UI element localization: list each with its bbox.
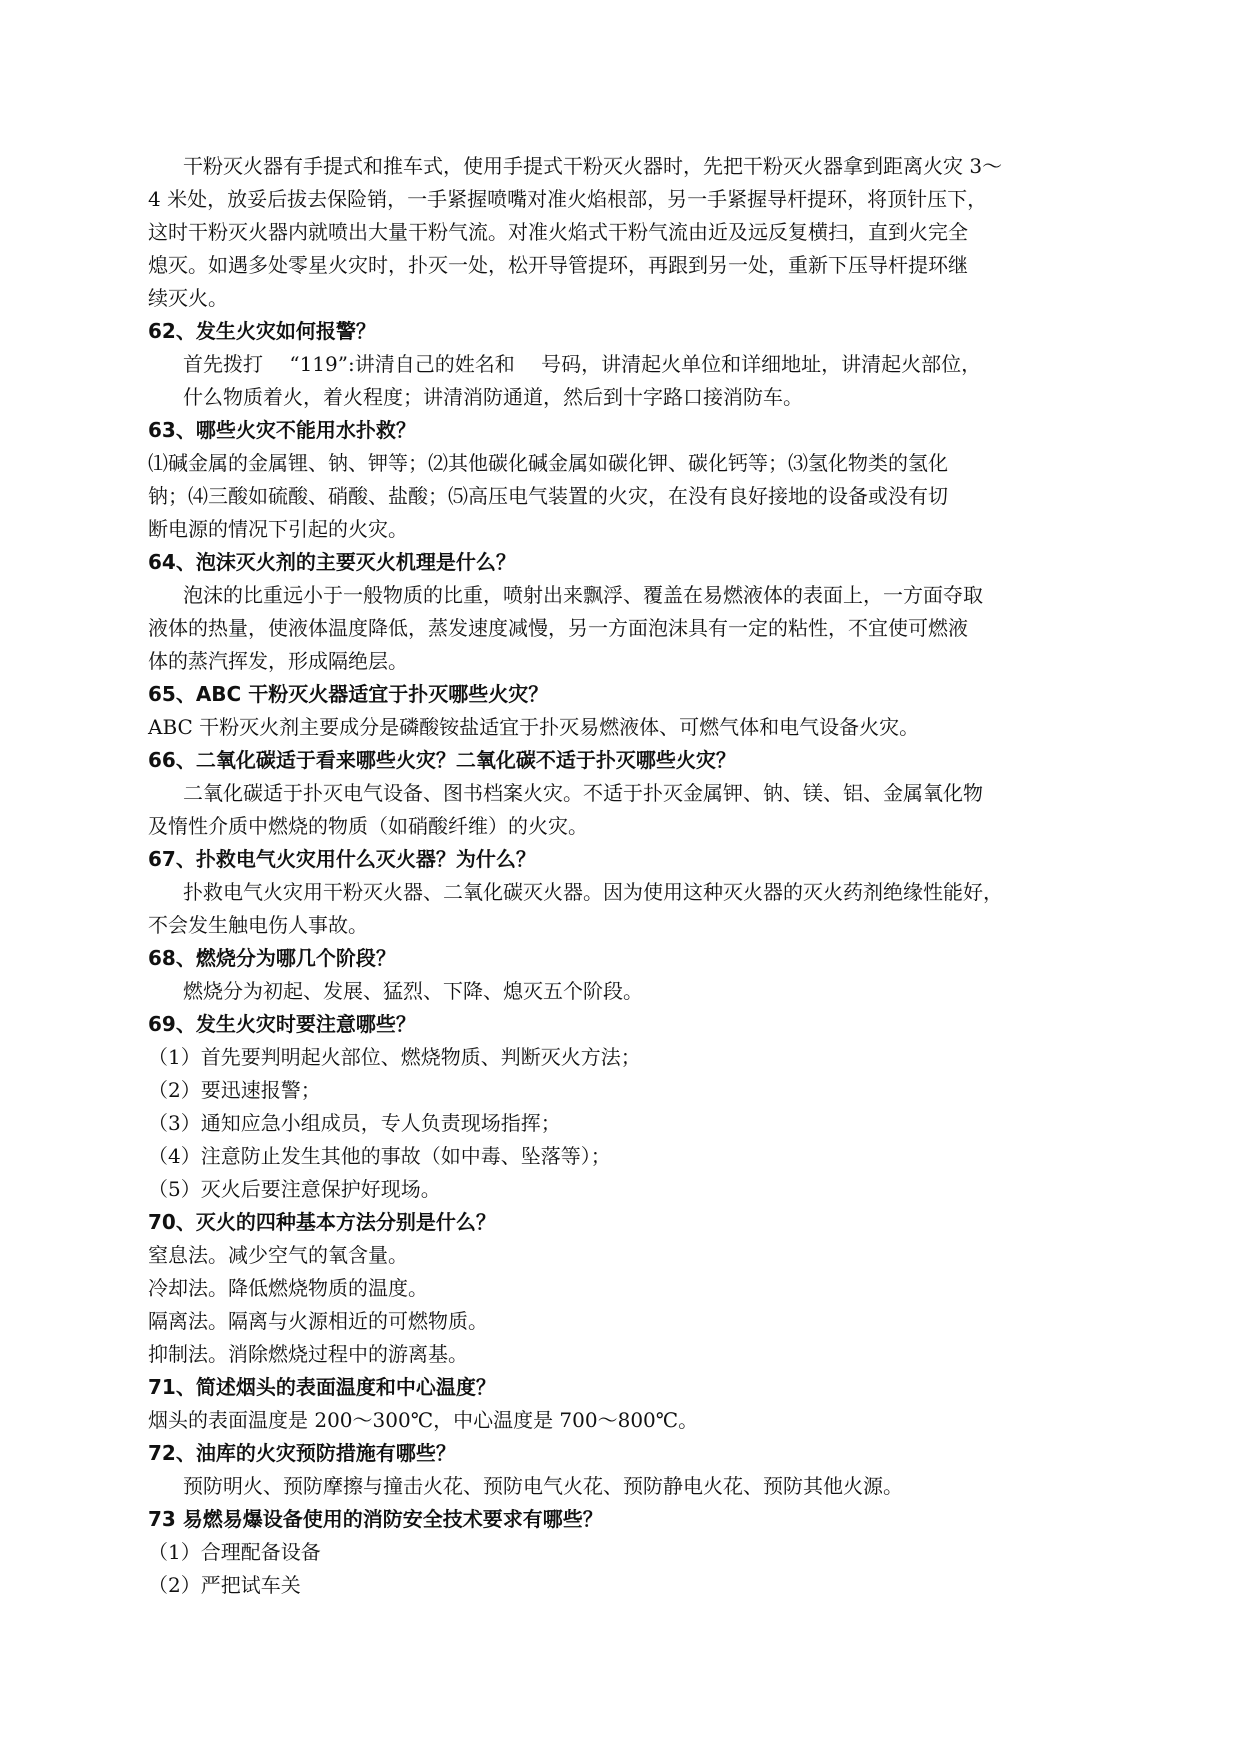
answer-line: 预防明火、预防摩擦与撞击火花、预防电气火花、预防静电火花、预防其他火源。 [183, 1474, 903, 1498]
answer-line: 抑制法。消除燃烧过程中的游离基。 [148, 1342, 468, 1366]
list-item: （1）合理配备设备 [148, 1540, 321, 1564]
answer-line: 隔离法。隔离与火源相近的可燃物质。 [148, 1309, 488, 1333]
answer-line: 断电源的情况下引起的火灾。 [148, 517, 408, 541]
question-heading: 73 易燃易爆设备使用的消防安全技术要求有哪些？ [148, 1507, 603, 1531]
answer-line: 及惰性介质中燃烧的物质（如硝酸纤维）的火灾。 [148, 814, 588, 838]
list-item: （2）严把试车关 [148, 1573, 301, 1597]
list-item: （2）要迅速报警； [148, 1078, 321, 1102]
question-heading: 69、发生火灾时要注意哪些？ [148, 1012, 416, 1036]
answer-line: 冷却法。降低燃烧物质的温度。 [148, 1276, 428, 1300]
question-heading: 64、泡沫灭火剂的主要灭火机理是什么？ [148, 550, 516, 574]
question-heading: 72、油库的火灾预防措施有哪些？ [148, 1441, 456, 1465]
paragraph-line: 熄灭。如遇多处零星火灾时，扑灭一处，松开导管提环，再跟到另一处，重新下压导杆提环继 [148, 253, 968, 277]
question-heading: 65、ABC 干粉灭火器适宜于扑灭哪些火灾？ [148, 682, 549, 706]
list-item: （5）灭火后要注意保护好现场。 [148, 1177, 441, 1201]
answer-line: 泡沫的比重远小于一般物质的比重，喷射出来飘浮、覆盖在易燃液体的表面上，一方面夺取 [183, 583, 983, 607]
answer-line: 什么物质着火，着火程度；讲清消防通道，然后到十字路口接消防车。 [183, 385, 803, 409]
answer-line: 二氧化碳适于扑灭电气设备、图书档案火灾。不适于扑灭金属钾、钠、镁、铝、金属氧化物 [183, 781, 983, 805]
answer-line: 扑救电气火灾用干粉灭火器、二氧化碳灭火器。因为使用这种灭火器的灭火药剂绝缘性能好， [183, 880, 1003, 904]
list-item: （3）通知应急小组成员，专人负责现场指挥； [148, 1111, 561, 1135]
paragraph-line: 这时干粉灭火器内就喷出大量干粉气流。对准火焰式干粉气流由近及远反复横扫，直到火完全 [148, 220, 968, 244]
answer-line: 不会发生触电伤人事故。 [148, 913, 368, 937]
question-heading: 70、灭火的四种基本方法分别是什么？ [148, 1210, 496, 1234]
paragraph-line: 续灭火。 [148, 286, 228, 310]
question-heading: 63、哪些火灾不能用水扑救？ [148, 418, 416, 442]
answer-line: ⑴碱金属的金属锂、钠、钾等；⑵其他碳化碱金属如碳化钾、碳化钙等；⑶氢化物类的氢化 [148, 451, 948, 475]
list-item: （1）首先要判明起火部位、燃烧物质、判断灭火方法； [148, 1045, 641, 1069]
question-heading: 62、发生火灾如何报警？ [148, 319, 376, 343]
answer-line: ABC 干粉灭火剂主要成分是磷酸铵盐适宜于扑灭易燃液体、可燃气体和电气设备火灾。 [148, 715, 920, 739]
question-heading: 66、二氧化碳适于看来哪些火灾？二氧化碳不适于扑灭哪些火灾？ [148, 748, 736, 772]
answer-line: 体的蒸汽挥发，形成隔绝层。 [148, 649, 408, 673]
answer-line: 烟头的表面温度是 200～300℃，中心温度是 700～800℃。 [148, 1408, 699, 1432]
answer-line: 窒息法。减少空气的氧含量。 [148, 1243, 408, 1267]
question-heading: 67、扑救电气火灾用什么灭火器？为什么？ [148, 847, 536, 871]
paragraph-line: 干粉灭火器有手提式和推车式，使用手提式干粉灭火器时，先把干粉灭火器拿到距离火灾 3～ [183, 154, 1003, 178]
list-item: （4）注意防止发生其他的事故（如中毒、坠落等）； [148, 1144, 611, 1168]
answer-line: 钠；⑷三酸如硫酸、硝酸、盐酸；⑸高压电气装置的火灾，在没有良好接地的设备或没有切 [148, 484, 948, 508]
answer-line: 首先拨打 “119”:讲清自己的姓名和 号码，讲清起火单位和详细地址，讲清起火部位， [183, 352, 982, 376]
paragraph-line: 4 米处，放妥后拔去保险销，一手紧握喷嘴对准火焰根部，另一手紧握导杆提环，将顶针压下， [148, 187, 988, 211]
answer-line: 液体的热量，使液体温度降低，蒸发速度减慢，另一方面泡沫具有一定的粘性，不宜使可燃液 [148, 616, 968, 640]
question-heading: 68、燃烧分为哪几个阶段？ [148, 946, 396, 970]
question-heading: 71、简述烟头的表面温度和中心温度？ [148, 1375, 496, 1399]
answer-line: 燃烧分为初起、发展、猛烈、下降、熄灭五个阶段。 [183, 979, 643, 1003]
